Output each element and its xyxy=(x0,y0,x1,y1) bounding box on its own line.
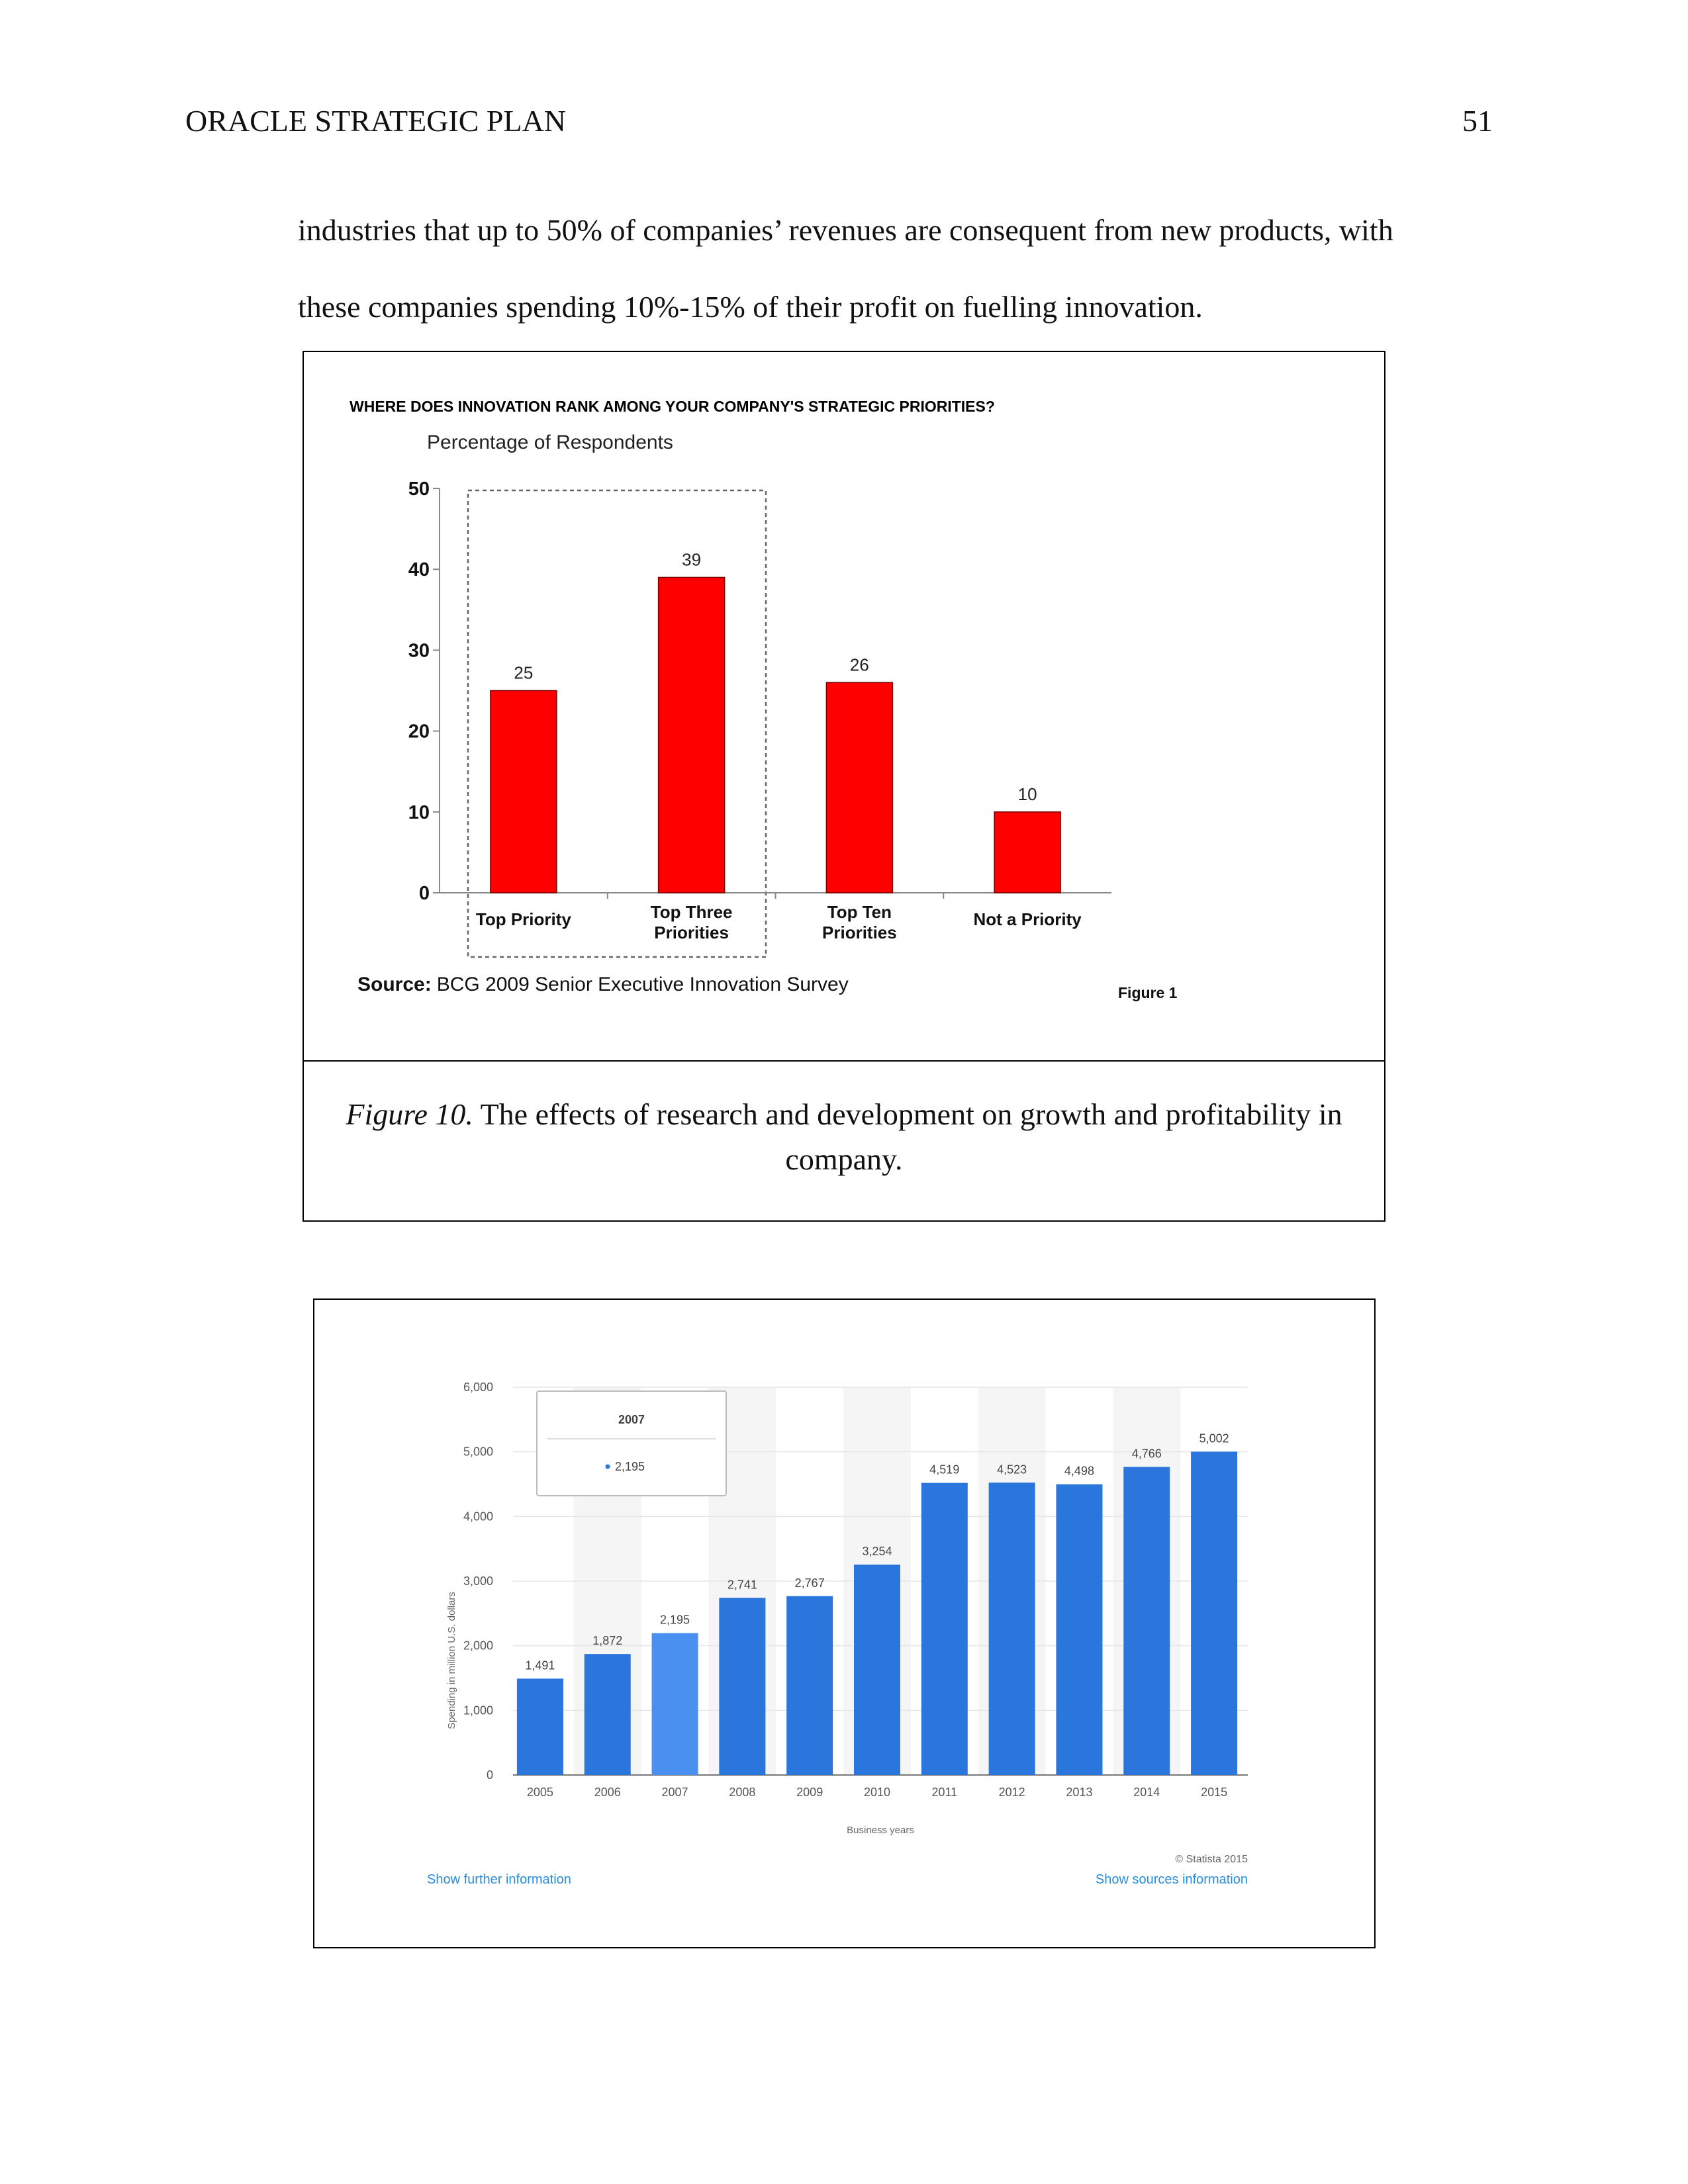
category-label-line: Priorities xyxy=(654,923,729,942)
x-tick-label: 2011 xyxy=(931,1786,958,1799)
y-tick-label: 1,000 xyxy=(463,1704,493,1717)
category-label-line: Top Three xyxy=(650,902,733,922)
x-axis-title: Business years xyxy=(847,1825,914,1836)
category-label-line: Top Ten xyxy=(827,902,892,922)
body-paragraph xyxy=(298,192,1496,345)
x-tick-label: 2009 xyxy=(796,1786,823,1799)
bar-value-label: 2,767 xyxy=(794,1576,825,1590)
category-label xyxy=(476,909,572,929)
figure-10-frame xyxy=(303,351,1385,1222)
statista-copyright: © Statista 2015 xyxy=(1175,1854,1248,1865)
bar xyxy=(652,1633,698,1775)
tooltip-value: 2,195 xyxy=(615,1460,645,1473)
running-title: ORACLE STRATEGIC PLAN xyxy=(185,104,567,138)
y-tick-label: 6,000 xyxy=(463,1381,493,1394)
bar-value-label: 26 xyxy=(849,655,869,675)
x-tick-label: 2007 xyxy=(661,1786,688,1799)
bar-value-label: 1,872 xyxy=(592,1634,623,1648)
category-label-line: Priorities xyxy=(822,923,897,942)
bar xyxy=(921,1483,968,1775)
bar-value-label: 5,002 xyxy=(1199,1432,1229,1445)
page-number: 51 xyxy=(1462,104,1493,138)
rd-spending-chart xyxy=(314,1300,1374,1946)
bar-value-label: 4,523 xyxy=(997,1463,1027,1477)
bar-value-label: 39 xyxy=(682,549,702,570)
x-tick-label: 2013 xyxy=(1066,1786,1093,1799)
x-tick-label: 2012 xyxy=(998,1786,1025,1799)
bar xyxy=(585,1654,631,1775)
bar-value-label: 3,254 xyxy=(862,1545,892,1559)
y-tick-label: 0 xyxy=(418,883,430,904)
y-tick-label: 10 xyxy=(408,801,430,823)
y-tick-label: 0 xyxy=(486,1768,493,1782)
y-tick-label: 20 xyxy=(408,721,430,743)
y-tick-label: 2,000 xyxy=(463,1639,493,1653)
bar xyxy=(659,577,725,893)
bar xyxy=(491,691,557,893)
bar xyxy=(854,1565,900,1775)
y-tick-label: 5,000 xyxy=(463,1445,493,1459)
bar-value-label: 4,519 xyxy=(929,1463,960,1477)
bar-value-label: 2,195 xyxy=(660,1613,690,1627)
tooltip-series-dot-icon xyxy=(606,1465,610,1469)
x-tick-label: 2005 xyxy=(526,1786,553,1799)
tooltip-year: 2007 xyxy=(618,1413,645,1426)
bar xyxy=(517,1678,563,1775)
innovation-priority-chart xyxy=(304,352,1383,1057)
chart-tooltip xyxy=(537,1391,726,1496)
category-label-line: Top Priority xyxy=(475,909,571,929)
source-label: Source: xyxy=(357,974,432,995)
source-text: BCG 2009 Senior Executive Innovation Survey xyxy=(436,974,849,995)
bar-value-label: 4,766 xyxy=(1131,1447,1162,1461)
y-tick-label: 4,000 xyxy=(463,1510,493,1524)
statista-figure-frame xyxy=(313,1298,1376,1948)
bar-value-label: 25 xyxy=(514,662,534,683)
figure-10-caption xyxy=(304,1092,1384,1182)
x-tick-label: 2010 xyxy=(863,1786,891,1799)
category-label xyxy=(822,902,897,942)
x-tick-label: 2006 xyxy=(594,1786,621,1799)
bar-value-label: 1,491 xyxy=(525,1659,555,1672)
x-tick-label: 2015 xyxy=(1201,1786,1228,1799)
bar-value-label: 2,741 xyxy=(727,1578,757,1592)
caption-label: Figure 10. xyxy=(346,1097,473,1131)
figure-caption-divider xyxy=(304,1060,1384,1062)
body-line-2: these companies spending 10%-15% of their profit on fuelling innovation. xyxy=(298,290,1203,324)
inner-figure-label: Figure 1 xyxy=(1118,984,1178,1001)
show-sources-information-link[interactable]: Show sources information xyxy=(1095,1872,1248,1887)
y-tick-label: 30 xyxy=(408,640,430,662)
category-label-line: Not a Priority xyxy=(973,909,1082,929)
category-label xyxy=(974,909,1082,929)
y-tick-label: 40 xyxy=(408,559,430,581)
y-tick-label: 3,000 xyxy=(463,1574,493,1588)
chart-title: WHERE DOES INNOVATION RANK AMONG YOUR COMPANY'S STRATEGIC PRIORITIES? xyxy=(350,398,995,415)
bar xyxy=(719,1598,765,1775)
bar xyxy=(989,1482,1035,1775)
bar xyxy=(786,1596,833,1775)
bar xyxy=(994,812,1060,893)
bar-value-label: 10 xyxy=(1017,784,1037,804)
x-tick-label: 2014 xyxy=(1133,1786,1160,1799)
bar xyxy=(1191,1451,1237,1775)
caption-text: The effects of research and development on growth and profitability in company. xyxy=(480,1097,1342,1176)
running-head xyxy=(185,98,1493,144)
x-tick-label: 2008 xyxy=(729,1786,756,1799)
bar xyxy=(826,682,892,893)
show-further-information-link[interactable]: Show further information xyxy=(427,1872,571,1887)
source-line xyxy=(357,974,849,995)
y-axis-title: Spending in million U.S. dollars xyxy=(446,1592,457,1729)
category-label xyxy=(651,902,733,942)
bar-value-label: 4,498 xyxy=(1064,1464,1094,1478)
body-line-1: industries that up to 50% of companies’ revenues are consequent from new products, with xyxy=(298,213,1393,247)
chart-subtitle: Percentage of Respondents xyxy=(427,432,673,453)
bar xyxy=(1123,1467,1170,1775)
bar xyxy=(1056,1484,1102,1775)
y-tick-label: 50 xyxy=(408,478,430,500)
